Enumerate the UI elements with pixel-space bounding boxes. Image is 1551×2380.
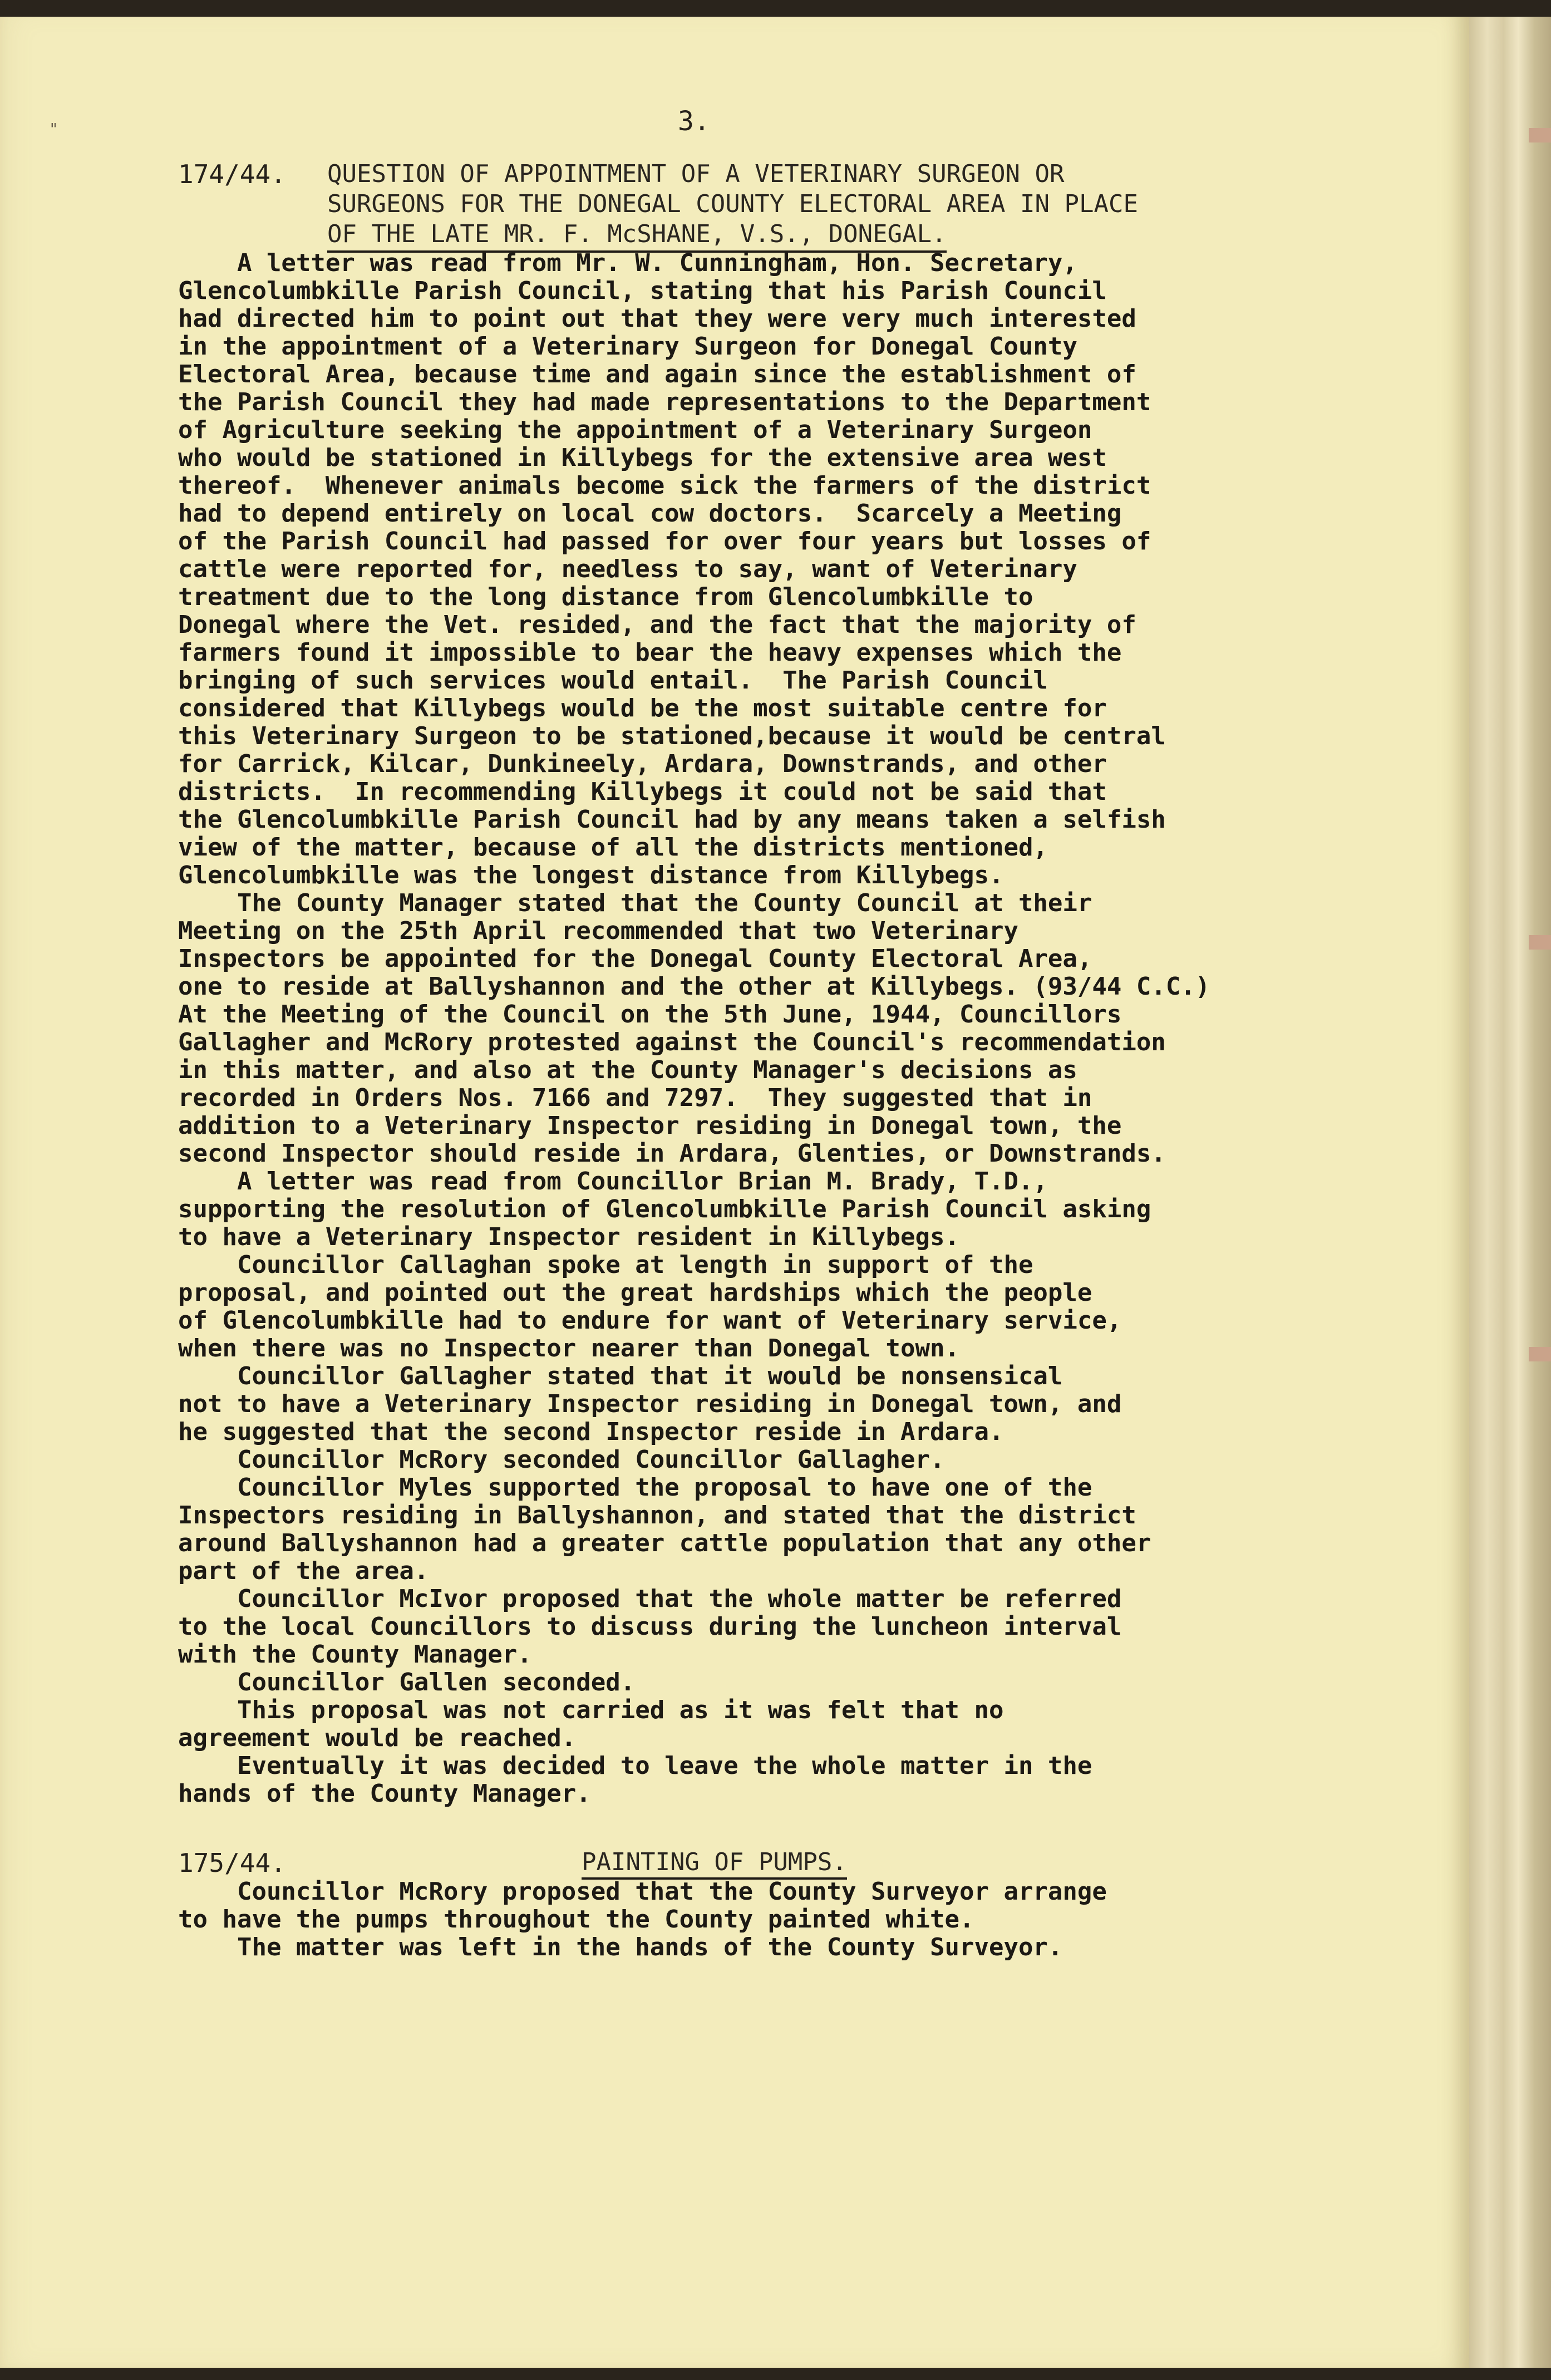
text-line: Gallagher and McRory protested against the Council's recommendation bbox=[178, 1028, 1166, 1056]
text-line: hands of the County Manager. bbox=[178, 1779, 591, 1808]
text-line: to have a Veterinary Inspector resident in Killybegs. bbox=[178, 1223, 959, 1251]
text-line: Glencolumbkille was the longest distance from Killybegs. bbox=[178, 861, 1004, 889]
text-line: Councillor McRory seconded Councillor Gallagher. bbox=[178, 1445, 945, 1474]
text-line: second Inspector should reside in Ardara, Glenties, or Downstrands. bbox=[178, 1139, 1166, 1168]
text-line: districts. In recommending Killybegs it could not be said that bbox=[178, 778, 1107, 806]
text-line: Councillor Callaghan spoke at length in support of the bbox=[178, 1251, 1033, 1279]
scan-border-bottom bbox=[0, 2368, 1551, 2380]
text-line: had directed him to point out that they were very much interested bbox=[178, 304, 1136, 333]
text-line: the Glencolumbkille Parish Council had by any means taken a selfish bbox=[178, 805, 1166, 834]
text-line: cattle were reported for, needless to say, want of Veterinary bbox=[178, 555, 1077, 583]
text-line: treatment due to the long distance from Glencolumbkille to bbox=[178, 583, 1033, 611]
text-line: to the local Councillors to discuss during the luncheon interval bbox=[178, 1612, 1122, 1641]
text-line: Electoral Area, because time and again since the establishment of bbox=[178, 360, 1136, 389]
scan-border-top bbox=[0, 0, 1551, 17]
entry-heading: PAINTING OF PUMPS. bbox=[582, 1848, 847, 1880]
text-line: to have the pumps throughout the County painted white. bbox=[178, 1905, 974, 1934]
text-line: of Agriculture seeking the appointment of a Veterinary Surgeon bbox=[178, 416, 1092, 444]
entry-body bbox=[178, 249, 1319, 1808]
margin-mark: " bbox=[49, 120, 58, 138]
text-line: of Glencolumbkille had to endure for want of Veterinary service, bbox=[178, 1306, 1122, 1335]
text-line: Councillor McIvor proposed that the whole matter be referred bbox=[178, 1585, 1122, 1613]
text-line: bringing of such services would entail. The Parish Council bbox=[178, 666, 1048, 695]
text-line: This proposal was not carried as it was felt that no bbox=[178, 1696, 1004, 1724]
text-line: Inspectors residing in Ballyshannon, and stated that the district bbox=[178, 1501, 1136, 1530]
text-line: Donegal where the Vet. resided, and the fact that the majority of bbox=[178, 611, 1136, 639]
heading-line: OF THE LATE MR. F. McSHANE, V.S., DONEGAL. bbox=[327, 219, 947, 253]
page-tab bbox=[1529, 1347, 1551, 1361]
text-line: farmers found it impossible to bear the heavy expenses which the bbox=[178, 638, 1122, 667]
text-line: proposal, and pointed out the great hardships which the people bbox=[178, 1278, 1092, 1307]
text-line: supporting the resolution of Glencolumbkille Parish Council asking bbox=[178, 1195, 1151, 1223]
text-line: around Ballyshannon had a greater cattle population that any other bbox=[178, 1529, 1151, 1557]
text-line: The matter was left in the hands of the County Surveyor. bbox=[178, 1933, 1063, 1961]
text-line: he suggested that the second Inspector reside in Ardara. bbox=[178, 1418, 1004, 1446]
text-line: with the County Manager. bbox=[178, 1640, 532, 1669]
text-line: for Carrick, Kilcar, Dunkineely, Ardara, Downstrands, and other bbox=[178, 750, 1107, 778]
text-line: Councillor McRory proposed that the County Surveyor arrange bbox=[178, 1877, 1107, 1906]
text-line: Councillor Gallagher stated that it would be nonsensical bbox=[178, 1362, 1063, 1390]
text-line: recorded in Orders Nos. 7166 and 7297. They suggested that in bbox=[178, 1084, 1092, 1112]
text-line: thereof. Whenever animals become sick the farmers of the district bbox=[178, 471, 1151, 500]
text-line: who would be stationed in Killybegs for the extensive area west bbox=[178, 444, 1107, 472]
text-line: A letter was read from Councillor Brian M. Brady, T.D., bbox=[178, 1167, 1048, 1196]
text-line: of the Parish Council had passed for over four years but losses of bbox=[178, 527, 1151, 555]
entry-number: 175/44. bbox=[178, 1848, 286, 1878]
text-line: in the appointment of a Veterinary Surgeon for Donegal County bbox=[178, 332, 1077, 361]
text-line: view of the matter, because of all the districts mentioned, bbox=[178, 833, 1048, 862]
text-line: in this matter, and also at the County Manager's decisions as bbox=[178, 1056, 1077, 1084]
text-line: The County Manager stated that the County Council at their bbox=[178, 889, 1092, 917]
text-line: considered that Killybegs would be the most suitable centre for bbox=[178, 694, 1107, 722]
text-line: had to depend entirely on local cow doctors. Scarcely a Meeting bbox=[178, 499, 1122, 528]
text-line: one to reside at Ballyshannon and the other at Killybegs. (93/44 C.C.) bbox=[178, 972, 1210, 1001]
text-line: Inspectors be appointed for the Donegal County Electoral Area, bbox=[178, 945, 1092, 973]
book-binding-edge bbox=[1469, 0, 1551, 2380]
heading-line: SURGEONS FOR THE DONEGAL COUNTY ELECTORAL AREA IN PLACE bbox=[327, 190, 1138, 218]
heading-line: QUESTION OF APPOINTMENT OF A VETERINARY SURGEON OR bbox=[327, 160, 1065, 188]
entry-heading bbox=[327, 159, 1138, 253]
text-line: Councillor Gallen seconded. bbox=[178, 1668, 636, 1697]
entry-body bbox=[178, 1878, 1319, 1961]
page-number: 3. bbox=[678, 106, 710, 137]
text-line: not to have a Veterinary Inspector residing in Donegal town, and bbox=[178, 1390, 1122, 1418]
text-line: A letter was read from Mr. W. Cunningham, Hon. Secretary, bbox=[178, 249, 1077, 277]
text-line: addition to a Veterinary Inspector residing in Donegal town, the bbox=[178, 1112, 1122, 1140]
text-line: this Veterinary Surgeon to be stationed,because it would be central bbox=[178, 722, 1166, 750]
entry-number: 174/44. bbox=[178, 159, 286, 189]
text-line: agreement would be reached. bbox=[178, 1724, 577, 1752]
page-tab bbox=[1529, 128, 1551, 142]
text-line: Eventually it was decided to leave the whole matter in the bbox=[178, 1752, 1092, 1780]
text-line: Meeting on the 25th April recommended that two Veterinary bbox=[178, 917, 1018, 945]
text-line: when there was no Inspector nearer than Donegal town. bbox=[178, 1334, 959, 1363]
text-line: At the Meeting of the Council on the 5th June, 1944, Councillors bbox=[178, 1000, 1122, 1029]
text-line: part of the area. bbox=[178, 1557, 429, 1585]
page-tab bbox=[1529, 935, 1551, 950]
text-line: Glencolumbkille Parish Council, stating that his Parish Council bbox=[178, 277, 1107, 305]
text-line: Councillor Myles supported the proposal to have one of the bbox=[178, 1473, 1092, 1502]
text-line: the Parish Council they had made representations to the Department bbox=[178, 388, 1151, 416]
